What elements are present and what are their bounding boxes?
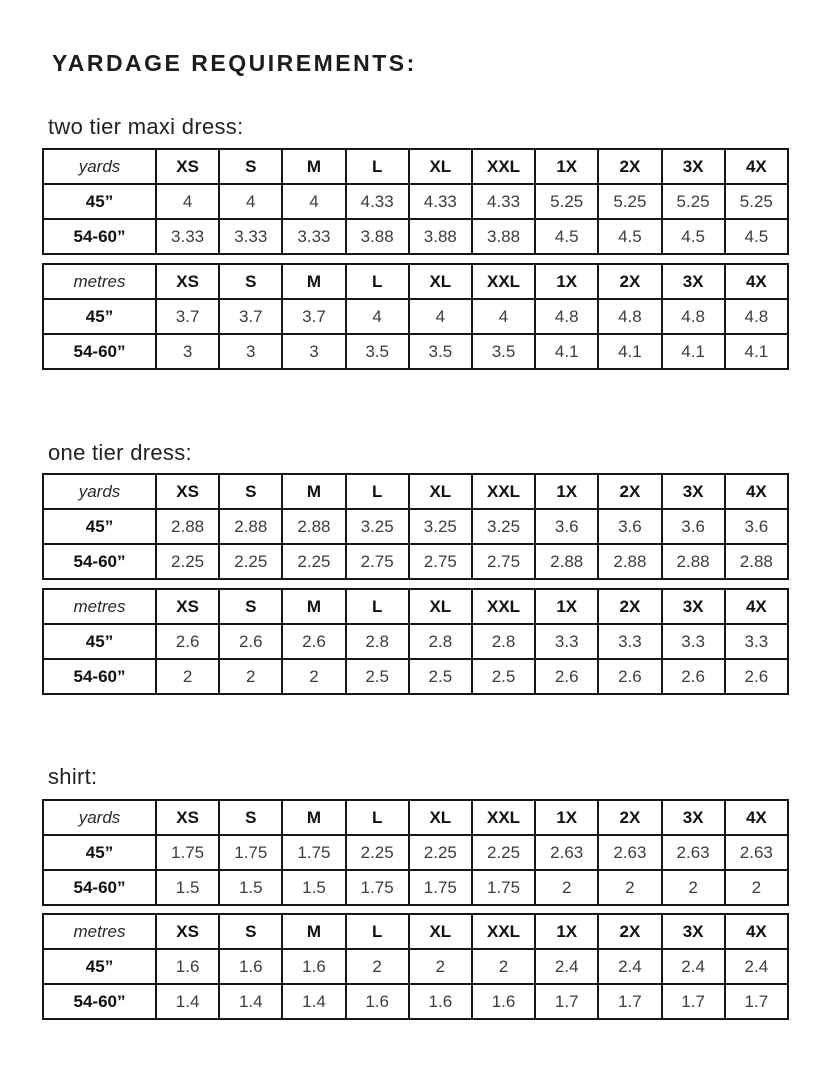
- yardage-value-cell: 4: [156, 184, 219, 219]
- size-header: 2X: [598, 800, 661, 835]
- fabric-width-label: 54-60”: [43, 334, 156, 369]
- yardage-value-cell: 1.5: [282, 870, 345, 905]
- yardage-value-cell: 3.7: [156, 299, 219, 334]
- yardage-value-cell: 3.88: [472, 219, 535, 254]
- size-header: XS: [156, 474, 219, 509]
- size-header: S: [219, 474, 282, 509]
- section-label-two-tier-maxi-dress: two tier maxi dress:: [48, 114, 244, 139]
- yardage-value-cell: 4.1: [725, 334, 788, 369]
- size-header: XXL: [472, 800, 535, 835]
- size-header: 3X: [662, 474, 725, 509]
- yardage-value-cell: 2.75: [346, 544, 409, 579]
- table-row: [43, 509, 788, 544]
- yardage-value-cell: 2.63: [535, 835, 598, 870]
- yardage-value-cell: 1.4: [282, 984, 345, 1019]
- yardage-value-cell: 2: [219, 659, 282, 694]
- yardage-value-cell: 4: [409, 299, 472, 334]
- yardage-value-cell: 1.6: [472, 984, 535, 1019]
- yardage-value-cell: 2.6: [282, 624, 345, 659]
- yardage-value-cell: 2: [409, 949, 472, 984]
- unit-cell: metres: [43, 589, 156, 624]
- yardage-value-cell: 3.5: [472, 334, 535, 369]
- yardage-value-cell: 5.25: [725, 184, 788, 219]
- table-row: [43, 984, 788, 1019]
- yardage-value-cell: 4.33: [472, 184, 535, 219]
- size-header: XS: [156, 149, 219, 184]
- unit-cell: yards: [43, 800, 156, 835]
- yardage-value-cell: 1.75: [346, 870, 409, 905]
- yardage-value-cell: 3.25: [409, 509, 472, 544]
- yardage-value-cell: 2.75: [409, 544, 472, 579]
- size-header: 3X: [662, 264, 725, 299]
- size-header: S: [219, 149, 282, 184]
- yardage-value-cell: 2: [725, 870, 788, 905]
- size-header: 4X: [725, 914, 788, 949]
- size-header: 3X: [662, 800, 725, 835]
- yardage-value-cell: 3.6: [662, 509, 725, 544]
- section-label-shirt: shirt:: [48, 764, 98, 789]
- yardage-value-cell: 4.33: [346, 184, 409, 219]
- size-header: 1X: [535, 589, 598, 624]
- table-header-row: [43, 264, 788, 299]
- size-header: S: [219, 589, 282, 624]
- yardage-value-cell: 3: [219, 334, 282, 369]
- size-header: XL: [409, 149, 472, 184]
- yardage-value-cell: 2.63: [598, 835, 661, 870]
- yardage-value-cell: 3.7: [219, 299, 282, 334]
- table-row: [43, 624, 788, 659]
- size-header: 4X: [725, 149, 788, 184]
- yardage-value-cell: 3.88: [409, 219, 472, 254]
- yardage-value-cell: 3.25: [346, 509, 409, 544]
- table-row: [43, 184, 788, 219]
- yardage-value-cell: 3.3: [725, 624, 788, 659]
- fabric-width-label: 45”: [43, 624, 156, 659]
- size-header: XL: [409, 589, 472, 624]
- table-header-row: [43, 474, 788, 509]
- yardage-value-cell: 2.88: [282, 509, 345, 544]
- size-header: 3X: [662, 149, 725, 184]
- size-header: XS: [156, 264, 219, 299]
- yardage-value-cell: 1.7: [725, 984, 788, 1019]
- yardage-value-cell: 3.3: [662, 624, 725, 659]
- fabric-width-label: 54-60”: [43, 219, 156, 254]
- table-row: [43, 659, 788, 694]
- size-header: S: [219, 914, 282, 949]
- fabric-width-label: 45”: [43, 509, 156, 544]
- table-row: [43, 219, 788, 254]
- yardage-value-cell: 1.75: [472, 870, 535, 905]
- yardage-value-cell: 2: [662, 870, 725, 905]
- yardage-value-cell: 1.6: [156, 949, 219, 984]
- yardage-value-cell: 1.7: [535, 984, 598, 1019]
- yardage-value-cell: 3: [282, 334, 345, 369]
- size-header: L: [346, 474, 409, 509]
- yardage-value-cell: 4: [282, 184, 345, 219]
- yardage-value-cell: 3.3: [598, 624, 661, 659]
- size-header: 1X: [535, 149, 598, 184]
- yardage-value-cell: 4.1: [598, 334, 661, 369]
- size-header: 3X: [662, 914, 725, 949]
- yardage-value-cell: 4.5: [725, 219, 788, 254]
- yardage-value-cell: 1.75: [156, 835, 219, 870]
- yardage-value-cell: 1.7: [662, 984, 725, 1019]
- yardage-value-cell: 2: [156, 659, 219, 694]
- yardage-value-cell: 4: [346, 299, 409, 334]
- size-header: S: [219, 800, 282, 835]
- size-header: XXL: [472, 474, 535, 509]
- size-header: 2X: [598, 589, 661, 624]
- size-header: 3X: [662, 589, 725, 624]
- fabric-width-label: 45”: [43, 299, 156, 334]
- size-header: XS: [156, 800, 219, 835]
- yardage-value-cell: 2: [282, 659, 345, 694]
- unit-cell: metres: [43, 264, 156, 299]
- unit-cell: yards: [43, 474, 156, 509]
- size-header: XL: [409, 264, 472, 299]
- size-header: XL: [409, 800, 472, 835]
- fabric-width-label: 54-60”: [43, 659, 156, 694]
- fabric-width-label: 54-60”: [43, 544, 156, 579]
- yardage-value-cell: 1.75: [219, 835, 282, 870]
- yardage-value-cell: 2: [346, 949, 409, 984]
- size-header: XL: [409, 474, 472, 509]
- size-header: XL: [409, 914, 472, 949]
- size-header: M: [282, 264, 345, 299]
- size-header: XXL: [472, 149, 535, 184]
- yardage-value-cell: 2.6: [219, 624, 282, 659]
- two-tier-maxi-dress-yards-table: [42, 148, 789, 255]
- yardage-value-cell: 2.25: [346, 835, 409, 870]
- yardage-value-cell: 1.75: [409, 870, 472, 905]
- unit-cell: metres: [43, 914, 156, 949]
- yardage-value-cell: 1.7: [598, 984, 661, 1019]
- yardage-value-cell: 2.25: [219, 544, 282, 579]
- yardage-value-cell: 3.6: [598, 509, 661, 544]
- yardage-value-cell: 1.6: [346, 984, 409, 1019]
- size-header: L: [346, 914, 409, 949]
- fabric-width-label: 54-60”: [43, 984, 156, 1019]
- yardage-value-cell: 2.88: [219, 509, 282, 544]
- yardage-value-cell: 2.88: [725, 544, 788, 579]
- yardage-value-cell: 3.6: [535, 509, 598, 544]
- yardage-value-cell: 3.33: [282, 219, 345, 254]
- size-header: XXL: [472, 914, 535, 949]
- size-header: M: [282, 914, 345, 949]
- yardage-value-cell: 3.33: [156, 219, 219, 254]
- yardage-value-cell: 2.4: [535, 949, 598, 984]
- yardage-value-cell: 2.88: [598, 544, 661, 579]
- size-header: XXL: [472, 264, 535, 299]
- table-row: [43, 544, 788, 579]
- yardage-value-cell: 4.33: [409, 184, 472, 219]
- yardage-value-cell: 3: [156, 334, 219, 369]
- yardage-value-cell: 3.6: [725, 509, 788, 544]
- shirt-yards-table: [42, 799, 789, 906]
- yardage-value-cell: 1.4: [156, 984, 219, 1019]
- two-tier-maxi-dress-metres-table: [42, 263, 789, 370]
- size-header: XXL: [472, 589, 535, 624]
- size-header: 4X: [725, 264, 788, 299]
- yardage-value-cell: 2.5: [409, 659, 472, 694]
- yardage-value-cell: 1.5: [156, 870, 219, 905]
- table-header-row: [43, 914, 788, 949]
- yardage-value-cell: 2.5: [346, 659, 409, 694]
- fabric-width-label: 45”: [43, 835, 156, 870]
- size-header: 2X: [598, 474, 661, 509]
- size-header: L: [346, 589, 409, 624]
- table-row: [43, 870, 788, 905]
- size-header: 1X: [535, 474, 598, 509]
- table-header-row: [43, 800, 788, 835]
- yardage-value-cell: 2.6: [535, 659, 598, 694]
- size-header: M: [282, 589, 345, 624]
- yardage-value-cell: 2.8: [472, 624, 535, 659]
- yardage-value-cell: 1.75: [282, 835, 345, 870]
- size-header: 4X: [725, 589, 788, 624]
- yardage-value-cell: 2.8: [409, 624, 472, 659]
- yardage-value-cell: 2.75: [472, 544, 535, 579]
- yardage-value-cell: 5.25: [535, 184, 598, 219]
- table-row: [43, 299, 788, 334]
- size-header: 1X: [535, 800, 598, 835]
- yardage-value-cell: 2.88: [156, 509, 219, 544]
- yardage-value-cell: 2.63: [725, 835, 788, 870]
- shirt-metres-table: [42, 913, 789, 1020]
- yardage-value-cell: 4.5: [535, 219, 598, 254]
- yardage-value-cell: 2.4: [662, 949, 725, 984]
- yardage-value-cell: 2: [598, 870, 661, 905]
- yardage-value-cell: 2.4: [725, 949, 788, 984]
- size-header: M: [282, 149, 345, 184]
- yardage-value-cell: 2.88: [535, 544, 598, 579]
- yardage-value-cell: 2.5: [472, 659, 535, 694]
- one-tier-dress-metres-table: [42, 588, 789, 695]
- size-header: XS: [156, 589, 219, 624]
- size-header: 4X: [725, 800, 788, 835]
- one-tier-dress-yards-table: [42, 473, 789, 580]
- yardage-value-cell: 4.5: [598, 219, 661, 254]
- yardage-value-cell: 4.5: [662, 219, 725, 254]
- yardage-value-cell: 2.25: [409, 835, 472, 870]
- yardage-value-cell: 3.5: [409, 334, 472, 369]
- yardage-value-cell: 3.88: [346, 219, 409, 254]
- yardage-value-cell: 2: [535, 870, 598, 905]
- table-row: [43, 334, 788, 369]
- yardage-value-cell: 2.6: [156, 624, 219, 659]
- yardage-value-cell: 2.25: [282, 544, 345, 579]
- yardage-value-cell: 2.4: [598, 949, 661, 984]
- size-header: 2X: [598, 149, 661, 184]
- size-header: 1X: [535, 264, 598, 299]
- yardage-value-cell: 3.25: [472, 509, 535, 544]
- size-header: 4X: [725, 474, 788, 509]
- table-header-row: [43, 149, 788, 184]
- yardage-value-cell: 4.8: [535, 299, 598, 334]
- yardage-value-cell: 4.8: [725, 299, 788, 334]
- yardage-value-cell: 4.8: [598, 299, 661, 334]
- size-header: M: [282, 474, 345, 509]
- table-row: [43, 835, 788, 870]
- size-header: L: [346, 264, 409, 299]
- yardage-value-cell: 3.33: [219, 219, 282, 254]
- yardage-value-cell: 2.8: [346, 624, 409, 659]
- yardage-value-cell: 2: [472, 949, 535, 984]
- yardage-value-cell: 3.3: [535, 624, 598, 659]
- yardage-value-cell: 4: [219, 184, 282, 219]
- size-header: L: [346, 149, 409, 184]
- table-header-row: [43, 589, 788, 624]
- yardage-value-cell: 5.25: [598, 184, 661, 219]
- yardage-value-cell: 4.1: [535, 334, 598, 369]
- yardage-value-cell: 2.88: [662, 544, 725, 579]
- yardage-value-cell: 2.25: [156, 544, 219, 579]
- yardage-value-cell: 2.6: [725, 659, 788, 694]
- yardage-value-cell: 4.8: [662, 299, 725, 334]
- yardage-value-cell: 2.6: [662, 659, 725, 694]
- yardage-value-cell: 2.25: [472, 835, 535, 870]
- unit-cell: yards: [43, 149, 156, 184]
- size-header: S: [219, 264, 282, 299]
- yardage-value-cell: 3.7: [282, 299, 345, 334]
- yardage-value-cell: 4: [472, 299, 535, 334]
- yardage-value-cell: 3.5: [346, 334, 409, 369]
- size-header: M: [282, 800, 345, 835]
- fabric-width-label: 45”: [43, 184, 156, 219]
- size-header: 2X: [598, 264, 661, 299]
- yardage-value-cell: 1.4: [219, 984, 282, 1019]
- yardage-value-cell: 1.6: [219, 949, 282, 984]
- yardage-value-cell: 1.6: [282, 949, 345, 984]
- yardage-value-cell: 4.1: [662, 334, 725, 369]
- yardage-value-cell: 1.6: [409, 984, 472, 1019]
- page-title: YARDAGE REQUIREMENTS:: [52, 50, 417, 76]
- yardage-value-cell: 1.5: [219, 870, 282, 905]
- table-row: [43, 949, 788, 984]
- yardage-value-cell: 5.25: [662, 184, 725, 219]
- size-header: 1X: [535, 914, 598, 949]
- fabric-width-label: 45”: [43, 949, 156, 984]
- fabric-width-label: 54-60”: [43, 870, 156, 905]
- size-header: L: [346, 800, 409, 835]
- yardage-value-cell: 2.63: [662, 835, 725, 870]
- section-label-one-tier-dress: one tier dress:: [48, 440, 192, 465]
- size-header: 2X: [598, 914, 661, 949]
- size-header: XS: [156, 914, 219, 949]
- yardage-value-cell: 2.6: [598, 659, 661, 694]
